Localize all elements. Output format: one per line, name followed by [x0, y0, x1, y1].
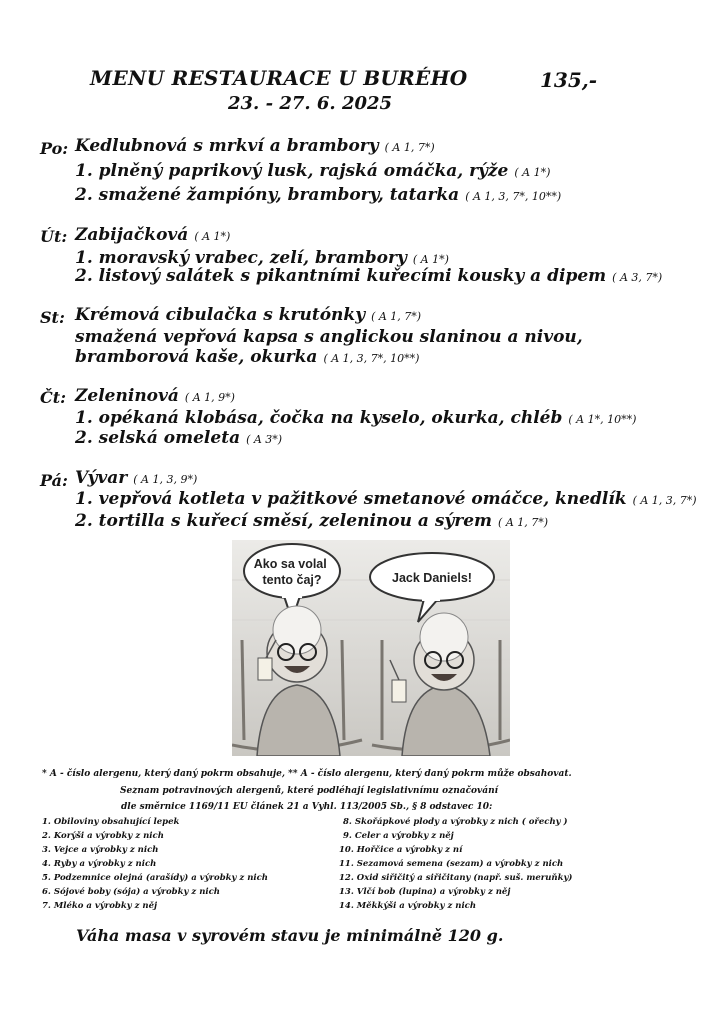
meal-item [75, 185, 561, 205]
day-label: Út: [40, 227, 68, 246]
allergen-item: 9. Celer a výrobky z něj [343, 831, 454, 841]
allergen-item: 8. Skořápkové plody a výrobky z nich ( ořechy ) [343, 817, 568, 827]
meal-item [75, 489, 697, 509]
meal-allergens: ( A 3, 7*) [612, 271, 663, 284]
meal-text: bramborová kaše, okurka [75, 347, 318, 367]
allergen-item: 1. Obiloviny obsahující lepek [42, 817, 180, 827]
soup-allergens: ( A 1, 3, 9*) [133, 473, 198, 486]
meal-allergens: ( A 1*) [514, 166, 551, 179]
meal-text: 2. selská omeleta [75, 428, 241, 448]
allergen-item: 3. Vejce a výrobky z nich [42, 845, 159, 855]
meal-item [75, 408, 636, 428]
weight-note: Váha masa v syrovém stavu je minimálně 120 g. [76, 926, 504, 945]
allergen-regulation: dle směrnice 1169/11 EU článek 21 a Vyhl. 113/2005 Sb., § 8 odstavec 10: [121, 802, 493, 812]
menu-title: MENU RESTAURACE U BURÉHO [90, 66, 468, 90]
meal-allergens: ( A 1, 3, 7*) [632, 494, 697, 507]
meal-item [75, 327, 583, 347]
meal-text: smažená vepřová kapsa s anglickou slaninou a nivou, [75, 327, 583, 347]
menu-price: 135,- [540, 68, 598, 92]
allergen-item: 14. Měkkýši a výrobky z nich [339, 901, 477, 911]
allergen-item: 13. Vlčí bob (lupina) a výrobky z něj [339, 887, 511, 897]
allergen-item: 10. Hořčice a výrobky z ní [339, 845, 463, 855]
allergen-item: 2. Korýši a výrobky z nich [42, 831, 164, 841]
soup-allergens: ( A 1, 9*) [184, 391, 235, 404]
meal-item [75, 511, 548, 531]
day-label: Čt: [40, 388, 67, 407]
meal-item [75, 428, 282, 448]
meal-allergens: ( A 3*) [246, 433, 283, 446]
soup-allergens: ( A 1, 7*) [371, 310, 422, 323]
allergen-legend: * A - číslo alergenu, který daný pokrm obsahuje, ** A - číslo alergenu, který daný pokrm může obsahovat. [42, 769, 572, 779]
meal-allergens: ( A 1, 3, 7*, 10**) [465, 190, 562, 203]
meal-item [75, 248, 449, 268]
meal-text: 1. plněný paprikový lusk, rajská omáčka, rýže [75, 161, 509, 181]
day-label: Po: [40, 139, 69, 158]
soup-name: Krémová cibulačka s krutónky [75, 305, 366, 325]
meal-text: 1. opékaná klobása, čočka na kyselo, okurka, chléb [75, 408, 563, 428]
soup [75, 468, 197, 488]
allergen-item: 12. Oxid siřičitý a siřičitany (např. suš. meruňky) [339, 873, 573, 883]
bubble-left-line1: Ako sa volal [253, 557, 327, 571]
meal-allergens: ( A 1, 3, 7*, 10**) [323, 352, 420, 365]
bubble-right-text: Jack Daniels! [392, 571, 472, 585]
day-label: St: [40, 308, 65, 327]
soup-allergens: ( A 1*) [194, 230, 231, 243]
meal-text: 1. vepřová kotleta v pažitkové smetanové omáčce, knedlík [75, 489, 627, 509]
cartoon-illustration [232, 540, 510, 756]
soup [75, 305, 421, 325]
soup-name: Kedlubnová s mrkví a brambory [75, 136, 379, 156]
menu-dates: 23. - 27. 6. 2025 [228, 93, 393, 114]
allergen-item: 5. Podzemnice olejná (arašídy) a výrobky z nich [42, 873, 268, 883]
allergen-list-title: Seznam potravinových alergenů, které podléhají legislativnímu označování [120, 786, 499, 796]
allergen-item: 4. Ryby a výrobky z nich [42, 859, 157, 869]
day-label: Pá: [40, 471, 68, 490]
meal-text: 1. moravský vrabec, zelí, brambory [75, 248, 407, 268]
soup-allergens: ( A 1, 7*) [384, 141, 435, 154]
meal-item [75, 347, 419, 367]
meal-text: 2. listový salátek s pikantními kuřecími kousky a dipem [75, 266, 607, 286]
meal-allergens: ( A 1*) [412, 253, 449, 266]
meal-text: 2. smažené žampióny, brambory, tatarka [75, 185, 460, 205]
soup-name: Zeleninová [75, 386, 179, 406]
meal-allergens: ( A 1*, 10**) [568, 413, 637, 426]
soup-name: Zabijačková [75, 225, 189, 245]
meal-text: 2. tortilla s kuřecí směsí, zeleninou a sýrem [75, 511, 493, 531]
meal-item [75, 161, 550, 181]
soup-name: Vývar [75, 468, 128, 488]
meal-item [75, 266, 662, 286]
soup [75, 386, 235, 406]
allergen-item: 6. Sójové boby (sója) a výrobky z nich [42, 887, 220, 897]
allergen-item: 11. Sezamová semena (sezam) a výrobky z nich [339, 859, 564, 869]
allergen-item: 7. Mléko a výrobky z něj [42, 901, 158, 911]
soup [75, 225, 230, 245]
soup [75, 136, 435, 156]
meal-allergens: ( A 1, 7*) [498, 516, 549, 529]
bubble-left-line2: tento čaj? [262, 573, 322, 587]
